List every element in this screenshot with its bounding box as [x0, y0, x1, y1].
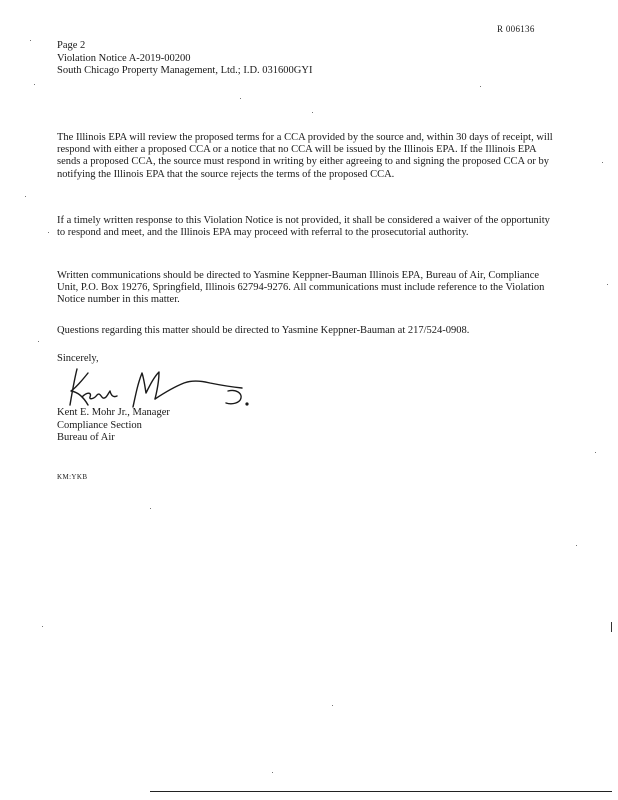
violation-notice-id: Violation Notice A-2019-00200 [57, 52, 191, 64]
paragraph-communications: Written communications should be directed to Yasmine Keppner-Bauman Illinois EPA, Bureau of Air, Compliance Unit, P.O. Box 19276, Springfield, Illinois 62794-9276. All communications must include reference to the Violation Notice number in this matter. [57, 270, 545, 306]
signer-block [57, 407, 170, 445]
paragraph-waiver: If a timely written response to this Violation Notice is not provided, it shall be considered a waiver of the opportunity to respond and meet, and the Illinois EPA may proceed with referral to the prosecutorial authority. [57, 215, 550, 239]
scan-speck [150, 508, 151, 509]
paragraph-questions: Questions regarding this matter should be directed to Yasmine Keppner-Bauman at 217/524-0908. [57, 325, 470, 336]
closing-salutation: Sincerely, [57, 353, 99, 364]
scan-speck [30, 40, 31, 41]
scan-speck [34, 84, 35, 85]
scan-speck [602, 162, 603, 163]
signer-section: Compliance Section [57, 419, 142, 431]
scan-speck [607, 284, 608, 285]
scan-speck [38, 341, 39, 342]
scan-speck [595, 452, 596, 453]
scan-speck [576, 545, 577, 546]
letter-header [57, 40, 312, 78]
company-name: South Chicago Property Management, Ltd.; I.D. 031600GYI [57, 65, 313, 76]
bates-number: R 006136 [497, 24, 535, 34]
scan-speck [272, 772, 273, 773]
signer-name: Kent E. Mohr Jr., Manager [57, 407, 170, 418]
scan-speck [25, 196, 26, 197]
footer-rule [150, 791, 612, 792]
scan-speck [480, 86, 481, 87]
page-number: Page 2 [57, 40, 86, 51]
scan-speck [240, 98, 241, 99]
typist-initials: KM:YKB [57, 473, 88, 481]
handwritten-signature [60, 365, 260, 410]
scan-speck [42, 626, 43, 627]
signer-bureau: Bureau of Air [57, 432, 115, 443]
scan-speck [48, 232, 49, 233]
scan-speck [332, 705, 333, 706]
scan-mark [611, 622, 612, 632]
paragraph-cca-review: The Illinois EPA will review the proposed terms for a CCA provided by the source and, within 30 days of receipt, will respond with either a proposed CCA or a notice that no CCA will be issued by the Illinois EPA. If the Illinois EPA sends a proposed CCA, the source must respond in writing by either agreeing to and signing the proposed CCA or by notifying the Illinois EPA that the source rejects the terms of the proposed CCA. [57, 132, 553, 180]
scan-speck [312, 112, 313, 113]
